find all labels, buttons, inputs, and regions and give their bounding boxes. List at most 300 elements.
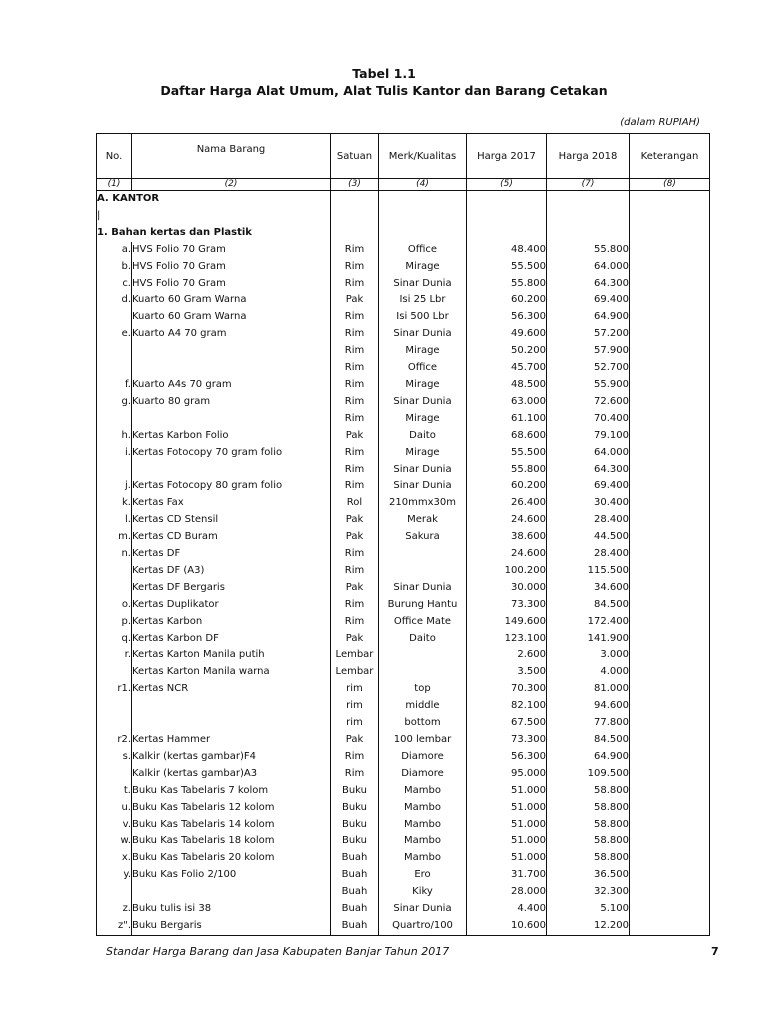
price-2018: 64.900 — [547, 749, 630, 766]
item-unit: Buah — [331, 867, 379, 884]
item-note — [630, 512, 710, 529]
col-number: (8) — [630, 179, 710, 191]
price-2018: 3.000 — [547, 647, 630, 664]
item-note — [630, 394, 710, 411]
price-2018: 64.000 — [547, 259, 630, 276]
price-2017: 73.300 — [467, 597, 547, 614]
table-row — [97, 698, 710, 715]
price-2017: 63.000 — [467, 394, 547, 411]
price-2017: 51.000 — [467, 833, 547, 850]
table-row — [97, 242, 710, 259]
col-header-harga-2017: Harga 2017 — [467, 134, 547, 179]
price-2017: 123.100 — [467, 631, 547, 648]
row-letter: q. — [97, 631, 132, 648]
item-brand: Burung Hantu — [379, 597, 467, 614]
table-body — [97, 191, 710, 936]
item-name: Buku Kas Folio 2/100 — [132, 867, 331, 884]
item-name: Kuarto A4 70 gram — [132, 326, 331, 343]
table-row — [97, 343, 710, 360]
item-unit: Buku — [331, 833, 379, 850]
price-2018: 94.600 — [547, 698, 630, 715]
price-2017: 31.700 — [467, 867, 547, 884]
table-row — [97, 614, 710, 631]
table-row — [97, 647, 710, 664]
item-unit: Rim — [331, 377, 379, 394]
table-row — [97, 495, 710, 512]
row-letter: f. — [97, 377, 132, 394]
item-brand: Sinar Dunia — [379, 326, 467, 343]
row-letter: e. — [97, 326, 132, 343]
item-name: Kertas Karbon DF — [132, 631, 331, 648]
item-brand: Quartro/100 — [379, 918, 467, 935]
item-name: Kertas Fotocopy 70 gram folio — [132, 445, 331, 462]
col-number: (2) — [132, 179, 331, 191]
item-name: Kertas Karbon Folio — [132, 428, 331, 445]
table-row — [97, 546, 710, 563]
item-unit: Rim — [331, 242, 379, 259]
item-note — [630, 259, 710, 276]
price-2018: 115.500 — [547, 563, 630, 580]
table-row — [97, 563, 710, 580]
price-2017: 100.200 — [467, 563, 547, 580]
item-unit: Rim — [331, 276, 379, 293]
row-letter: r1. — [97, 681, 132, 698]
table-subtitle: Daftar Harga Alat Umum, Alat Tulis Kantor dan Barang Cetakan — [160, 83, 608, 98]
price-2017: 61.100 — [467, 411, 547, 428]
price-2018: 64.000 — [547, 445, 630, 462]
item-unit: Rim — [331, 563, 379, 580]
item-note — [630, 478, 710, 495]
item-name: Kuarto 80 gram — [132, 394, 331, 411]
item-unit: Buku — [331, 800, 379, 817]
price-2017: 56.300 — [467, 309, 547, 326]
table-row — [97, 445, 710, 462]
price-2017: 30.000 — [467, 580, 547, 597]
table-row — [97, 309, 710, 326]
row-letter: w. — [97, 833, 132, 850]
col-header-merk: Merk/Kualitas — [379, 134, 467, 179]
item-name — [132, 884, 331, 901]
item-name — [132, 343, 331, 360]
item-note — [630, 360, 710, 377]
table-row — [97, 664, 710, 681]
item-unit: Rim — [331, 462, 379, 479]
item-unit: Pak — [331, 732, 379, 749]
row-letter — [97, 309, 132, 326]
price-2017: 10.600 — [467, 918, 547, 935]
col-header-satuan: Satuan — [331, 134, 379, 179]
item-brand — [379, 647, 467, 664]
item-unit: Buah — [331, 850, 379, 867]
col-number: (5) — [467, 179, 547, 191]
item-brand: Sakura — [379, 529, 467, 546]
item-note — [630, 749, 710, 766]
item-unit: Rim — [331, 259, 379, 276]
table-row — [97, 597, 710, 614]
price-2017: 60.200 — [467, 292, 547, 309]
item-unit: Rol — [331, 495, 379, 512]
item-name: Kertas Karton Manila warna — [132, 664, 331, 681]
item-note — [630, 715, 710, 732]
col-number: (3) — [331, 179, 379, 191]
table-row — [97, 749, 710, 766]
item-note — [630, 580, 710, 597]
item-unit: Rim — [331, 326, 379, 343]
row-letter — [97, 360, 132, 377]
cursor-row — [97, 208, 710, 225]
item-note — [630, 292, 710, 309]
item-unit: Pak — [331, 428, 379, 445]
table-row — [97, 411, 710, 428]
item-unit: Rim — [331, 614, 379, 631]
item-unit: Buah — [331, 918, 379, 935]
item-name: Buku Kas Tabelaris 18 kolom — [132, 833, 331, 850]
price-2018: 55.900 — [547, 377, 630, 394]
row-letter — [97, 715, 132, 732]
item-note — [630, 817, 710, 834]
item-brand: 210mmx30m — [379, 495, 467, 512]
item-unit: rim — [331, 681, 379, 698]
item-note — [630, 563, 710, 580]
price-2017: 38.600 — [467, 529, 547, 546]
item-brand: Office Mate — [379, 614, 467, 631]
item-note — [630, 833, 710, 850]
item-brand: Kiky — [379, 884, 467, 901]
item-brand: Sinar Dunia — [379, 394, 467, 411]
item-name: Buku Bergaris — [132, 918, 331, 935]
price-2018: 28.400 — [547, 512, 630, 529]
item-name: Buku Kas Tabelaris 14 kolom — [132, 817, 331, 834]
price-2018: 84.500 — [547, 597, 630, 614]
row-letter: k. — [97, 495, 132, 512]
item-unit: Rim — [331, 546, 379, 563]
row-letter — [97, 563, 132, 580]
price-table — [96, 133, 710, 936]
item-unit: rim — [331, 715, 379, 732]
item-unit: Buah — [331, 884, 379, 901]
col-number: (4) — [379, 179, 467, 191]
item-brand: Office — [379, 360, 467, 377]
row-letter: p. — [97, 614, 132, 631]
item-note — [630, 884, 710, 901]
price-2018: 55.800 — [547, 242, 630, 259]
price-2018: 34.600 — [547, 580, 630, 597]
item-unit: Lembar — [331, 647, 379, 664]
item-unit: Rim — [331, 766, 379, 783]
table-row — [97, 512, 710, 529]
row-letter: j. — [97, 478, 132, 495]
item-note — [630, 918, 710, 935]
item-brand: Mirage — [379, 343, 467, 360]
table-row — [97, 478, 710, 495]
row-letter: v. — [97, 817, 132, 834]
item-unit: Rim — [331, 445, 379, 462]
item-note — [630, 343, 710, 360]
item-note — [630, 326, 710, 343]
table-row — [97, 732, 710, 749]
item-unit: Rim — [331, 394, 379, 411]
item-brand: middle — [379, 698, 467, 715]
item-note — [630, 411, 710, 428]
price-2017: 82.100 — [467, 698, 547, 715]
item-unit: Rim — [331, 597, 379, 614]
item-brand: Mambo — [379, 833, 467, 850]
item-name: HVS Folio 70 Gram — [132, 259, 331, 276]
item-brand: Mambo — [379, 850, 467, 867]
table-row — [97, 292, 710, 309]
item-brand: 100 lembar — [379, 732, 467, 749]
item-brand: Isi 500 Lbr — [379, 309, 467, 326]
table-row — [97, 766, 710, 783]
item-unit: Buku — [331, 783, 379, 800]
section-row — [97, 191, 710, 208]
table-row — [97, 884, 710, 901]
item-brand: Ero — [379, 867, 467, 884]
item-name: Kertas Fotocopy 80 gram folio — [132, 478, 331, 495]
row-letter: x. — [97, 850, 132, 867]
item-name: Kertas Karton Manila putih — [132, 647, 331, 664]
row-letter: l. — [97, 512, 132, 529]
table-title: Tabel 1.1 — [352, 66, 416, 81]
price-2018: 64.300 — [547, 462, 630, 479]
row-letter: z". — [97, 918, 132, 935]
price-2018: 44.500 — [547, 529, 630, 546]
row-letter: r. — [97, 647, 132, 664]
row-letter: a. — [97, 242, 132, 259]
item-name: Kertas CD Stensil — [132, 512, 331, 529]
table-row — [97, 817, 710, 834]
row-letter: u. — [97, 800, 132, 817]
price-2017: 51.000 — [467, 817, 547, 834]
subsection-heading: 1. Bahan kertas dan Plastik — [97, 225, 331, 242]
price-2017: 4.400 — [467, 901, 547, 918]
price-2017: 24.600 — [467, 512, 547, 529]
price-2017: 51.000 — [467, 800, 547, 817]
row-letter — [97, 580, 132, 597]
item-name: Kertas Karbon — [132, 614, 331, 631]
price-2017: 51.000 — [467, 783, 547, 800]
item-note — [630, 850, 710, 867]
item-brand: Mirage — [379, 411, 467, 428]
row-letter: m. — [97, 529, 132, 546]
col-header-harga-2018: Harga 2018 — [547, 134, 630, 179]
item-brand — [379, 563, 467, 580]
price-2017: 3.500 — [467, 664, 547, 681]
price-2017: 48.400 — [467, 242, 547, 259]
row-letter — [97, 698, 132, 715]
item-brand: top — [379, 681, 467, 698]
row-letter — [97, 884, 132, 901]
table-row — [97, 360, 710, 377]
item-note — [630, 867, 710, 884]
price-2017: 67.500 — [467, 715, 547, 732]
row-letter — [97, 411, 132, 428]
table-row — [97, 631, 710, 648]
price-2018: 64.900 — [547, 309, 630, 326]
item-unit: Pak — [331, 631, 379, 648]
item-brand: Merak — [379, 512, 467, 529]
item-unit: Rim — [331, 749, 379, 766]
item-name: Kertas Fax — [132, 495, 331, 512]
price-2018: 5.100 — [547, 901, 630, 918]
section-heading: A. KANTOR — [97, 191, 331, 208]
price-2017: 49.600 — [467, 326, 547, 343]
col-number: (1) — [97, 179, 132, 191]
item-unit: Rim — [331, 411, 379, 428]
item-brand: Mambo — [379, 800, 467, 817]
item-name — [132, 698, 331, 715]
item-unit: Pak — [331, 580, 379, 597]
table-row — [97, 681, 710, 698]
item-brand: Office — [379, 242, 467, 259]
item-note — [630, 732, 710, 749]
page-number: 7 — [711, 945, 719, 958]
item-brand: Sinar Dunia — [379, 580, 467, 597]
price-2018: 30.400 — [547, 495, 630, 512]
item-note — [630, 597, 710, 614]
item-unit: Pak — [331, 512, 379, 529]
row-letter: o. — [97, 597, 132, 614]
row-letter: d. — [97, 292, 132, 309]
item-brand: Sinar Dunia — [379, 276, 467, 293]
item-unit: Rim — [331, 309, 379, 326]
price-2017: 55.800 — [467, 462, 547, 479]
price-2018: 58.800 — [547, 850, 630, 867]
table-row — [97, 428, 710, 445]
item-unit: Rim — [331, 360, 379, 377]
item-note — [630, 614, 710, 631]
price-2018: 69.400 — [547, 292, 630, 309]
price-2018: 72.600 — [547, 394, 630, 411]
item-brand: Daito — [379, 631, 467, 648]
row-letter — [97, 664, 132, 681]
item-brand: Sinar Dunia — [379, 901, 467, 918]
col-header-no: No. — [97, 134, 132, 179]
price-2017: 48.500 — [467, 377, 547, 394]
row-letter: z. — [97, 901, 132, 918]
table-row — [97, 800, 710, 817]
item-unit: Rim — [331, 478, 379, 495]
item-brand — [379, 546, 467, 563]
price-2018: 58.800 — [547, 833, 630, 850]
item-name: HVS Folio 70 Gram — [132, 242, 331, 259]
item-name: Buku Kas Tabelaris 20 kolom — [132, 850, 331, 867]
price-2017: 45.700 — [467, 360, 547, 377]
item-note — [630, 495, 710, 512]
price-2017: 60.200 — [467, 478, 547, 495]
price-2017: 55.500 — [467, 445, 547, 462]
row-letter: r2. — [97, 732, 132, 749]
item-name: Kuarto A4s 70 gram — [132, 377, 331, 394]
price-2018: 84.500 — [547, 732, 630, 749]
price-2018: 36.500 — [547, 867, 630, 884]
price-2018: 141.900 — [547, 631, 630, 648]
price-2018: 81.000 — [547, 681, 630, 698]
price-2018: 32.300 — [547, 884, 630, 901]
price-2017: 70.300 — [467, 681, 547, 698]
item-note — [630, 445, 710, 462]
price-2017: 28.000 — [467, 884, 547, 901]
row-letter: g. — [97, 394, 132, 411]
item-name: Kalkir (kertas gambar)F4 — [132, 749, 331, 766]
item-note — [630, 664, 710, 681]
table-row — [97, 580, 710, 597]
price-2018: 28.400 — [547, 546, 630, 563]
table-row — [97, 715, 710, 732]
header-row — [97, 134, 710, 179]
item-name: Buku tulis isi 38 — [132, 901, 331, 918]
table-row — [97, 850, 710, 867]
item-note — [630, 377, 710, 394]
item-brand: Diamore — [379, 766, 467, 783]
item-note — [630, 901, 710, 918]
item-note — [630, 546, 710, 563]
col-header-keterangan: Keterangan — [630, 134, 710, 179]
row-letter: y. — [97, 867, 132, 884]
table-row — [97, 529, 710, 546]
col-number: (7) — [547, 179, 630, 191]
item-name — [132, 462, 331, 479]
item-name: Buku Kas Tabelaris 7 kolom — [132, 783, 331, 800]
price-2018: 57.200 — [547, 326, 630, 343]
item-unit: Buah — [331, 901, 379, 918]
price-2017: 55.500 — [467, 259, 547, 276]
item-note — [630, 766, 710, 783]
item-name — [132, 360, 331, 377]
item-brand: Mirage — [379, 259, 467, 276]
table-row — [97, 867, 710, 884]
price-2017: 50.200 — [467, 343, 547, 360]
price-2017: 2.600 — [467, 647, 547, 664]
item-brand: bottom — [379, 715, 467, 732]
row-letter: c. — [97, 276, 132, 293]
table-row — [97, 462, 710, 479]
item-brand: Diamore — [379, 749, 467, 766]
item-name — [132, 715, 331, 732]
item-note — [630, 631, 710, 648]
item-brand: Sinar Dunia — [379, 478, 467, 495]
item-name: Kertas CD Buram — [132, 529, 331, 546]
item-unit: Rim — [331, 343, 379, 360]
price-2017: 95.000 — [467, 766, 547, 783]
item-brand: Sinar Dunia — [379, 462, 467, 479]
price-2017: 56.300 — [467, 749, 547, 766]
item-brand: Mirage — [379, 377, 467, 394]
row-letter: i. — [97, 445, 132, 462]
item-brand: Mambo — [379, 817, 467, 834]
item-unit: Buku — [331, 817, 379, 834]
item-name: Kertas DF Bergaris — [132, 580, 331, 597]
item-unit: rim — [331, 698, 379, 715]
col-header-nama: Nama Barang — [132, 134, 331, 179]
item-note — [630, 529, 710, 546]
price-2017: 51.000 — [467, 850, 547, 867]
table-row — [97, 783, 710, 800]
price-2018: 52.700 — [547, 360, 630, 377]
table-row — [97, 259, 710, 276]
item-name: Kertas DF (A3) — [132, 563, 331, 580]
price-2018: 70.400 — [547, 411, 630, 428]
price-2017: 55.800 — [467, 276, 547, 293]
price-2018: 109.500 — [547, 766, 630, 783]
table-row — [97, 918, 710, 935]
currency-note: (dalam RUPIAH) — [620, 117, 700, 128]
price-2018: 4.000 — [547, 664, 630, 681]
item-name: Kertas Hammer — [132, 732, 331, 749]
item-note — [630, 681, 710, 698]
row-letter: h. — [97, 428, 132, 445]
column-number-row — [97, 179, 710, 191]
